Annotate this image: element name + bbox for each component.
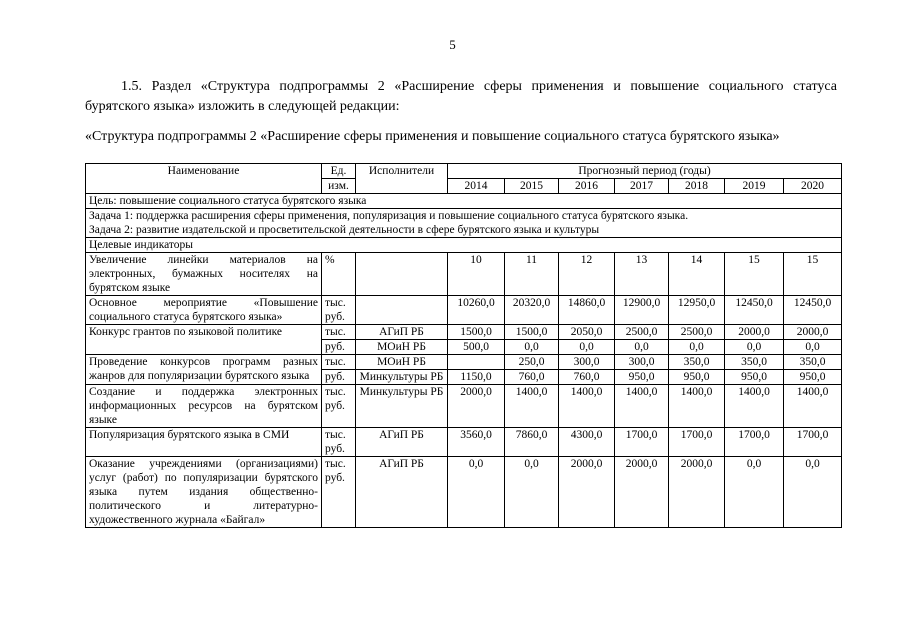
row-value: 0,0 <box>448 457 505 528</box>
row-value: 0,0 <box>505 340 559 355</box>
row-value: 1400,0 <box>725 385 784 428</box>
row-value: 1500,0 <box>505 325 559 340</box>
row-unit: руб. <box>322 370 356 385</box>
row-value: 950,0 <box>784 370 842 385</box>
row-value: 1400,0 <box>615 385 669 428</box>
row-value: 2050,0 <box>559 325 615 340</box>
row-name: Увеличение линейки материалов на электронных, бумажных носителях на бурятском языке <box>86 253 322 296</box>
row-value: 1700,0 <box>725 428 784 457</box>
row-value: 1400,0 <box>784 385 842 428</box>
row-executor: Минкультуры РБ <box>356 370 448 385</box>
row-executor: АГиП РБ <box>356 457 448 528</box>
row-value: 2000,0 <box>725 325 784 340</box>
row-value: 2000,0 <box>559 457 615 528</box>
row-name: Популяризация бурятского языка в СМИ <box>86 428 322 457</box>
row-value: 350,0 <box>784 355 842 370</box>
row-executor: АГиП РБ <box>356 325 448 340</box>
table-row <box>86 325 842 340</box>
row-value: 1400,0 <box>669 385 725 428</box>
task-1-text: Задача 1: поддержка расширения сферы применения, популяризация и повышение социального статуса бурятского языка. <box>89 210 689 222</box>
row-value: 950,0 <box>615 370 669 385</box>
goal-row <box>86 194 842 209</box>
row-value: 20320,0 <box>505 296 559 325</box>
row-executor: МОиН РБ <box>356 340 448 355</box>
row-name: Конкурс грантов по языковой политике <box>86 325 322 355</box>
table-row <box>86 253 842 296</box>
row-unit: тыс. руб. <box>322 457 356 528</box>
row-value: 12950,0 <box>669 296 725 325</box>
row-unit: тыс. руб. <box>322 385 356 428</box>
row-unit: тыс. руб. <box>322 428 356 457</box>
header-name: Наименование <box>86 164 322 194</box>
row-value: 12 <box>559 253 615 296</box>
row-unit: тыс. <box>322 355 356 370</box>
header-unit-top: Ед. <box>322 164 356 179</box>
table-row <box>86 385 842 428</box>
row-value: 14 <box>669 253 725 296</box>
row-value: 300,0 <box>559 355 615 370</box>
table-row <box>86 457 842 528</box>
row-value: 1700,0 <box>615 428 669 457</box>
row-name: Оказание учреждениями (организациями) услуг (работ) по популяризации бурятского языка путем издания общественно-политического и литературно-художественного журнала «Байгал» <box>86 457 322 528</box>
row-value: 350,0 <box>669 355 725 370</box>
row-value: 2000,0 <box>448 385 505 428</box>
row-value: 14860,0 <box>559 296 615 325</box>
header-year: 2020 <box>784 179 842 194</box>
row-executor: МОиН РБ <box>356 355 448 370</box>
header-year: 2017 <box>615 179 669 194</box>
row-executor <box>356 296 448 325</box>
row-value: 760,0 <box>559 370 615 385</box>
header-year: 2014 <box>448 179 505 194</box>
row-value: 0,0 <box>725 457 784 528</box>
header-year: 2018 <box>669 179 725 194</box>
row-unit: тыс. <box>322 325 356 340</box>
row-value: 2500,0 <box>615 325 669 340</box>
row-value: 2500,0 <box>669 325 725 340</box>
row-value: 1150,0 <box>448 370 505 385</box>
row-name: Основное мероприятие «Повышение социального статуса бурятского языка» <box>86 296 322 325</box>
row-value: 950,0 <box>725 370 784 385</box>
row-value: 0,0 <box>615 340 669 355</box>
row-value: 2000,0 <box>784 325 842 340</box>
header-executors: Исполнители <box>356 164 448 194</box>
row-value: 0,0 <box>784 340 842 355</box>
row-name: Проведение конкурсов программ разных жанров для популяризации бурятского языка <box>86 355 322 385</box>
table-title: «Структура подпрограммы 2 «Расширение сферы применения и повышение социального статуса бурятского языка» <box>85 129 780 144</box>
header-year: 2019 <box>725 179 784 194</box>
row-value: 11 <box>505 253 559 296</box>
goal-text: Цель: повышение социального статуса бурятского языка <box>86 194 842 209</box>
row-unit: % <box>322 253 356 296</box>
header-year: 2015 <box>505 179 559 194</box>
row-value: 10 <box>448 253 505 296</box>
row-value: 2000,0 <box>669 457 725 528</box>
row-value: 1700,0 <box>784 428 842 457</box>
subprogram-structure-table <box>85 163 842 528</box>
row-value: 0,0 <box>505 457 559 528</box>
tasks-cell <box>86 209 842 238</box>
tasks-row <box>86 209 842 238</box>
row-value: 3560,0 <box>448 428 505 457</box>
row-value: 300,0 <box>615 355 669 370</box>
header-unit-bottom: изм. <box>322 179 356 194</box>
task-2-text: Задача 2: развитие издательской и просветительской деятельности в сфере бурятского языка и культуры <box>89 224 600 236</box>
row-value: 1400,0 <box>505 385 559 428</box>
row-value: 0,0 <box>669 340 725 355</box>
row-value: 1700,0 <box>669 428 725 457</box>
row-value: 7860,0 <box>505 428 559 457</box>
row-value: 500,0 <box>448 340 505 355</box>
header-year: 2016 <box>559 179 615 194</box>
row-value: 10260,0 <box>448 296 505 325</box>
row-value: 2000,0 <box>615 457 669 528</box>
table-row <box>86 428 842 457</box>
page-number: 5 <box>449 37 456 52</box>
row-value: 15 <box>725 253 784 296</box>
row-executor <box>356 253 448 296</box>
row-value: 15 <box>784 253 842 296</box>
row-executor: Минкультуры РБ <box>356 385 448 428</box>
row-value: 12450,0 <box>725 296 784 325</box>
indicators-row <box>86 238 842 253</box>
row-value: 0,0 <box>784 457 842 528</box>
header-forecast: Прогнозный период (годы) <box>448 164 842 179</box>
row-value: 760,0 <box>505 370 559 385</box>
row-value: 13 <box>615 253 669 296</box>
row-value: 4300,0 <box>559 428 615 457</box>
row-value <box>448 355 505 370</box>
intro-paragraph: 1.5. Раздел «Структура подпрограммы 2 «Расширение сферы применения и повышение социального статуса бурятского языка» изложить в следующей редакции: <box>85 79 837 114</box>
row-value: 12900,0 <box>615 296 669 325</box>
row-value: 950,0 <box>669 370 725 385</box>
row-value: 1400,0 <box>559 385 615 428</box>
row-value: 0,0 <box>725 340 784 355</box>
row-value: 350,0 <box>725 355 784 370</box>
row-value: 1500,0 <box>448 325 505 340</box>
row-name: Создание и поддержка электронных информационных ресурсов на бурятском языке <box>86 385 322 428</box>
row-unit: руб. <box>322 340 356 355</box>
table-row <box>86 355 842 370</box>
row-executor: АГиП РБ <box>356 428 448 457</box>
row-unit: тыс. руб. <box>322 296 356 325</box>
row-value: 12450,0 <box>784 296 842 325</box>
row-value: 250,0 <box>505 355 559 370</box>
indicators-text: Целевые индикаторы <box>86 238 842 253</box>
header-row-1 <box>86 164 842 179</box>
row-value: 0,0 <box>559 340 615 355</box>
table-row <box>86 296 842 325</box>
